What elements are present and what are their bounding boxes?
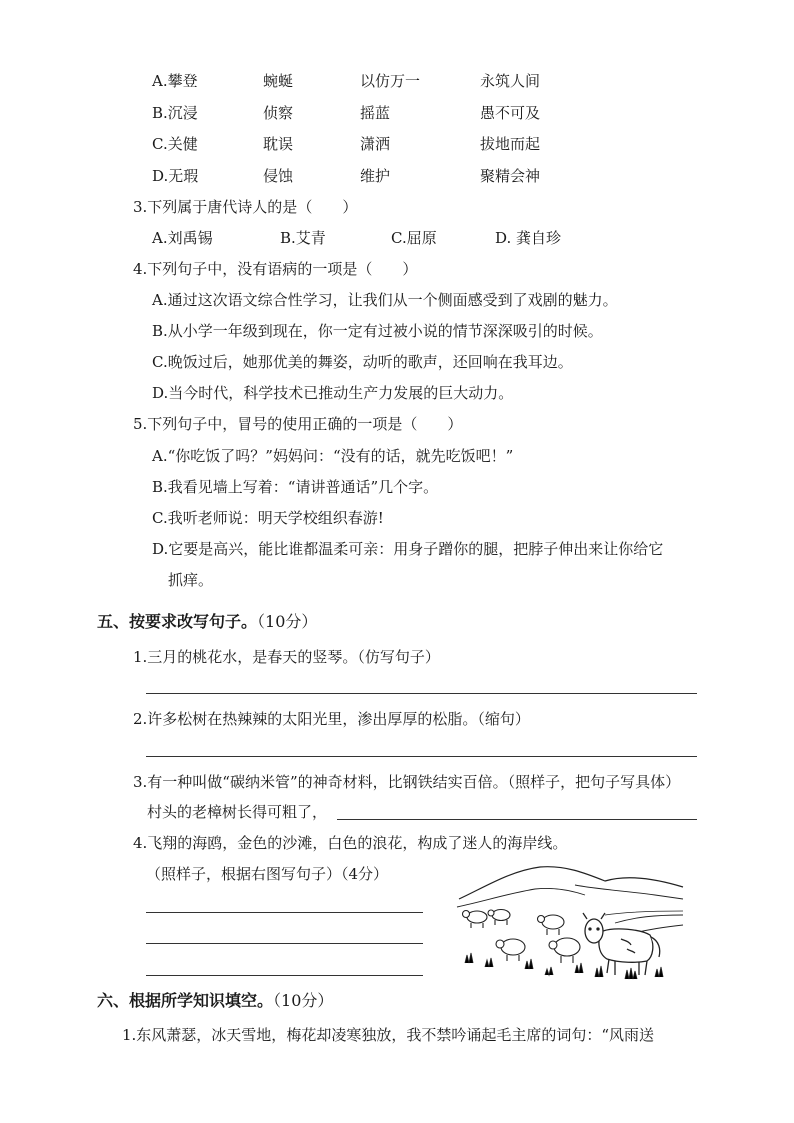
q2-option-d-4: 聚精会神 bbox=[480, 167, 541, 185]
section-5-heading bbox=[97, 611, 317, 633]
q2-option-c-3: 潇洒 bbox=[360, 135, 391, 153]
s5-q4-answer-line-3[interactable] bbox=[146, 975, 423, 976]
pasture-illustration bbox=[455, 857, 685, 987]
q2-option-d-3: 维护 bbox=[360, 167, 391, 185]
cow-icon bbox=[583, 913, 660, 975]
s6-q1: 1.东风萧瑟，冰天雪地，梅花却凌寒独放，我不禁吟诵起毛主席的词句：“风雨送 bbox=[122, 1026, 654, 1044]
s5-q4-answer-line-1[interactable] bbox=[146, 912, 423, 913]
s5-q4: 4.飞翔的海鸥，金色的沙滩，白色的浪花，构成了迷人的海岸线。 bbox=[133, 834, 568, 852]
q2-option-a-1: A.攀登 bbox=[152, 72, 198, 90]
q2-option-a-4: 永筑人间 bbox=[480, 72, 541, 90]
q3-option-b: B.艾青 bbox=[280, 229, 326, 247]
q4-option-a: A.通过这次语文综合性学习，让我们从一个侧面感受到了戏剧的魅力。 bbox=[152, 291, 618, 309]
sheep-icon bbox=[538, 915, 565, 935]
q3-stem: 3.下列属于唐代诗人的是（ ） bbox=[133, 198, 358, 216]
q5-stem: 5.下列句子中，冒号的使用正确的一项是（ ） bbox=[133, 415, 463, 433]
section-5-title: 五、按要求改写句子。 bbox=[97, 612, 258, 631]
sheep-icon bbox=[496, 939, 525, 961]
q2-option-c-2: 耽误 bbox=[263, 135, 294, 153]
s5-q4-answer-line-2[interactable] bbox=[146, 943, 423, 944]
sheep-icon bbox=[488, 910, 510, 926]
q5-option-b: B.我看见墙上写着：“请讲普通话”几个字。 bbox=[152, 478, 439, 496]
sheep-icon bbox=[463, 911, 488, 929]
q5-option-a: A.“你吃饭了吗？”妈妈问：“没有的话，就先吃饭吧！” bbox=[152, 447, 514, 465]
q5-option-d: D.它要是高兴，能比谁都温柔可亲：用身子蹭你的腿，把脖子伸出来让你给它 bbox=[152, 540, 664, 558]
s5-q1: 1.三月的桃花水，是春天的竖琴。（仿写句子） bbox=[133, 648, 440, 666]
q2-option-a-2: 蜿蜒 bbox=[263, 72, 294, 90]
q2-option-c-1: C.关健 bbox=[152, 135, 198, 153]
section-6-title: 六、根据所学知识填空。 bbox=[97, 991, 274, 1010]
q4-stem: 4.下列句子中，没有语病的一项是（ ） bbox=[133, 260, 418, 278]
s5-q2: 2.许多松树在热辣辣的太阳光里，渗出厚厚的松脂。（缩句） bbox=[133, 710, 530, 728]
s5-q2-answer-line[interactable] bbox=[146, 756, 697, 757]
q2-option-d-1: D.无瑕 bbox=[152, 167, 199, 185]
section-5-score: （10分） bbox=[257, 612, 318, 631]
q2-option-c-4: 拔地而起 bbox=[480, 135, 541, 153]
q3-option-d: D. 龚自珍 bbox=[495, 229, 562, 247]
section-6-heading bbox=[97, 990, 333, 1012]
s5-q3: 3.有一种叫做“碳纳米管”的神奇材料，比钢铁结实百倍。（照样子，把句子写具体） bbox=[133, 773, 681, 791]
section-6-score: （10分） bbox=[273, 991, 334, 1010]
q2-option-b-3: 摇蓝 bbox=[360, 104, 391, 122]
q3-option-c: C.屈原 bbox=[391, 229, 437, 247]
q2-option-b-4: 愚不可及 bbox=[480, 104, 541, 122]
q5-option-c: C.我听老师说：明天学校组织春游! bbox=[152, 509, 384, 527]
s5-q1-answer-line[interactable] bbox=[146, 693, 697, 694]
q2-option-a-3: 以仿万一 bbox=[360, 72, 421, 90]
q2-option-b-2: 侦察 bbox=[263, 104, 294, 122]
s5-q4-hint: （照样子，根据右图写句子）（4分） bbox=[146, 865, 389, 883]
s5-q3-answer-line[interactable] bbox=[337, 819, 697, 820]
s5-q3-prompt: 村头的老樟树长得可粗了， bbox=[147, 803, 328, 821]
sheep-icon bbox=[549, 938, 580, 963]
q5-option-d-continued: 抓痒。 bbox=[168, 571, 214, 589]
q2-option-b-1: B.沉浸 bbox=[152, 104, 198, 122]
q4-option-d: D.当今时代，科学技术已推动生产力发展的巨大动力。 bbox=[152, 384, 514, 402]
q3-option-a: A.刘禹锡 bbox=[152, 229, 213, 247]
q2-option-d-2: 侵蚀 bbox=[263, 167, 294, 185]
q4-option-c: C.晚饭过后，她那优美的舞姿，动听的歌声，还回响在我耳边。 bbox=[152, 353, 573, 371]
q4-option-b: B.从小学一年级到现在，你一定有过被小说的情节深深吸引的时候。 bbox=[152, 322, 603, 340]
